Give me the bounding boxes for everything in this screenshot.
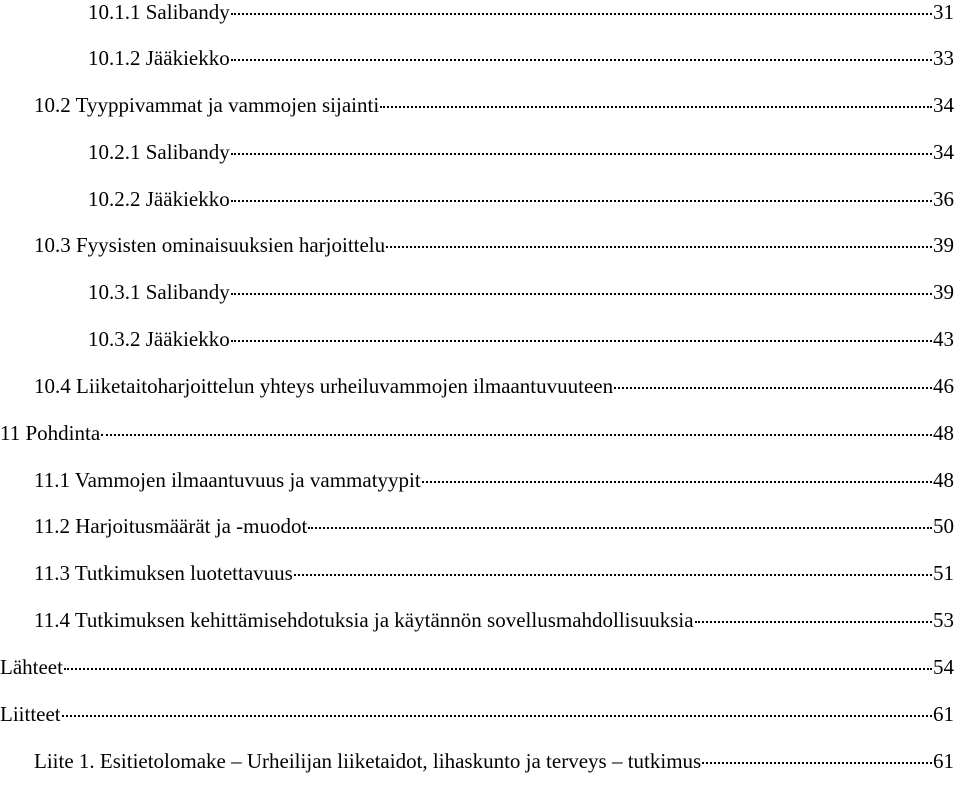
toc-entry-page: 50 xyxy=(933,514,954,538)
toc-entry-title: 11 Pohdinta xyxy=(0,421,101,445)
toc-entry-title: 10.2.1 Salibandy xyxy=(88,140,230,164)
toc-entry[interactable] xyxy=(34,233,954,257)
toc-entry-title: 10.3.1 Salibandy xyxy=(88,280,230,304)
dot-leader xyxy=(422,481,932,483)
toc-entry-page: 61 xyxy=(933,702,954,726)
toc-entry-title: Lähteet xyxy=(0,655,63,679)
dot-leader xyxy=(308,527,932,529)
toc-entry-title: Liite 1. Esitietolomake – Urheilijan liiketaidot, lihaskunto ja terveys – tutkimus xyxy=(34,749,702,773)
dot-leader xyxy=(231,200,932,202)
toc-entry-page: 36 xyxy=(933,187,954,211)
dot-leader xyxy=(702,762,932,764)
toc-entry[interactable] xyxy=(34,749,954,773)
toc-entry-page: 48 xyxy=(933,468,954,492)
dot-leader xyxy=(231,59,932,61)
toc-entry-title: 10.3.2 Jääkiekko xyxy=(88,327,230,351)
toc-entry-title: 10.4 Liiketaitoharjoittelun yhteys urheiluvammojen ilmaantuvuuteen xyxy=(34,374,614,398)
toc-entry[interactable] xyxy=(0,702,954,726)
toc-entry-page: 61 xyxy=(933,749,954,773)
toc-entry-page: 31 xyxy=(933,0,954,24)
dot-leader xyxy=(231,340,932,342)
toc-entry-title: 10.1.2 Jääkiekko xyxy=(88,46,230,70)
toc-entry[interactable] xyxy=(0,421,954,445)
toc-entry-page: 43 xyxy=(933,327,954,351)
toc-entry-title: 10.1.1 Salibandy xyxy=(88,0,230,24)
toc-entry-page: 34 xyxy=(933,140,954,164)
toc-entry-page: 53 xyxy=(933,608,954,632)
toc-entry[interactable] xyxy=(88,187,954,211)
toc-entry-title: 11.3 Tutkimuksen luotettavuus xyxy=(34,561,293,585)
toc-entry-title: 10.2.2 Jääkiekko xyxy=(88,187,230,211)
toc-entry-page: 51 xyxy=(933,561,954,585)
toc-entry-title: 11.4 Tutkimuksen kehittämisehdotuksia ja käytännön sovellusmahdollisuuksia xyxy=(34,608,694,632)
toc-entry[interactable] xyxy=(0,655,954,679)
toc-entry-page: 34 xyxy=(933,93,954,117)
dot-leader xyxy=(64,668,932,670)
toc-entry-title: 11.1 Vammojen ilmaantuvuus ja vammatyypit xyxy=(34,468,421,492)
toc-entry-page: 46 xyxy=(933,374,954,398)
dot-leader xyxy=(294,574,932,576)
dot-leader xyxy=(386,246,932,248)
toc-entry-title: 11.2 Harjoitusmäärät ja -muodot xyxy=(34,514,308,538)
toc-entry-page: 39 xyxy=(933,233,954,257)
toc-entry[interactable] xyxy=(34,374,954,398)
toc-entry-page: 54 xyxy=(933,655,954,679)
toc-entry-page: 33 xyxy=(933,46,954,70)
dot-leader xyxy=(231,13,932,15)
toc-entry-page: 48 xyxy=(933,421,954,445)
toc-entry[interactable] xyxy=(88,280,954,304)
dot-leader xyxy=(695,621,932,623)
dot-leader xyxy=(231,153,932,155)
toc-entry-title: Liitteet xyxy=(0,702,61,726)
toc-entry-title: 10.3 Fyysisten ominaisuuksien harjoittelu xyxy=(34,233,386,257)
toc-entry-title: 10.2 Tyyppivammat ja vammojen sijainti xyxy=(34,93,380,117)
toc-entry[interactable] xyxy=(34,608,954,632)
dot-leader xyxy=(62,715,932,717)
toc-entry-page: 39 xyxy=(933,280,954,304)
toc-entry[interactable] xyxy=(34,561,954,585)
toc-entry[interactable] xyxy=(88,140,954,164)
dot-leader xyxy=(231,293,932,295)
dot-leader xyxy=(614,387,932,389)
toc-entry[interactable] xyxy=(88,0,954,24)
toc-entry[interactable] xyxy=(88,46,954,70)
toc-entry[interactable] xyxy=(34,468,954,492)
toc-entry[interactable] xyxy=(88,327,954,351)
dot-leader xyxy=(380,106,932,108)
dot-leader xyxy=(101,434,932,436)
toc-entry[interactable] xyxy=(34,514,954,538)
toc-entry[interactable] xyxy=(34,93,954,117)
